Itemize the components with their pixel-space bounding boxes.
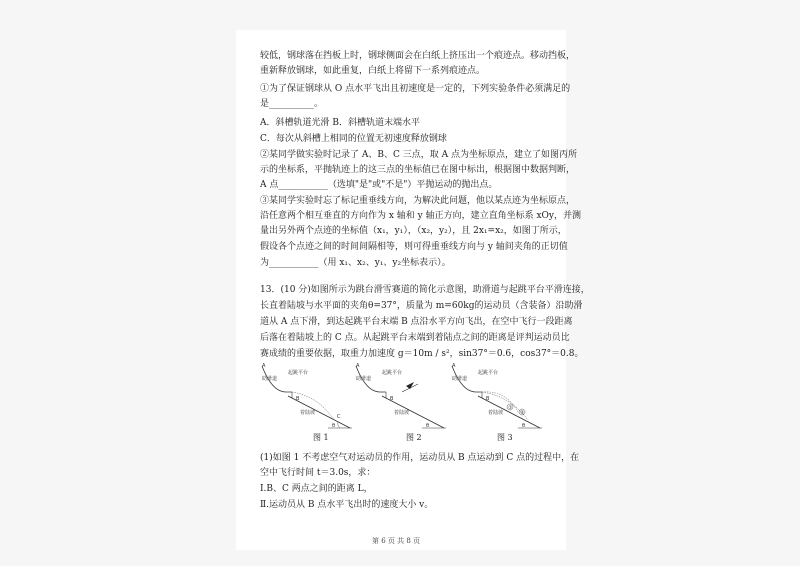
figure-3	[448, 362, 544, 430]
label-zhuhuadao: 助滑道	[356, 376, 372, 382]
text-line: 是__________。	[260, 99, 324, 109]
text-line: 空中飞行时间 t＝3.0s，求：	[260, 468, 376, 478]
label-zhuoluopo: 着陆坡	[394, 410, 410, 416]
figure-3-caption: 图 3	[497, 433, 513, 442]
label-zhuhuadao: 助滑道	[452, 376, 468, 382]
text-line: 示的坐标系，平抛轨迹上的这三点的坐标值已在图中标出，根据图中数据判断，	[260, 165, 576, 175]
text-line: 较低，钢球落在挡板上时，钢球侧面会在白纸上挤压出一个痕迹点。移动挡板，	[260, 51, 576, 61]
text-line: 重新释放钢球，如此重复，白纸上将留下一系列痕迹点。	[260, 66, 486, 76]
ski-jump-diagram-3	[448, 362, 544, 430]
text-line: 长直着陆坡与水平面的夹角θ=37°，质量为 m=60kg的运动员（含装备）沿助滑	[260, 301, 583, 311]
label-pingtai: 起跳平台	[382, 370, 403, 376]
figure-1-caption: 图 1	[313, 433, 329, 442]
label-zhuoluopo: 着陆坡	[488, 410, 504, 416]
label-theta: θ	[522, 423, 526, 429]
label-circle-1: ①	[508, 405, 513, 411]
figure-2	[352, 362, 448, 430]
question-item-1: ①为了保证钢球从 O 点水平飞出且初速度是一定的，下列实验条件必须满足的	[260, 84, 571, 94]
text-line: 赛成绩的重要依据，取重力加速度 g＝10m / s²，sin37°＝0.6，cos37°＝0.8。	[260, 349, 584, 359]
text-line: 沿任意两个相互垂直的方向作为 x 轴和 y 轴正方向，建立直角坐标系 xOy，并测	[260, 211, 582, 221]
ski-jump-diagram-1	[258, 362, 354, 430]
text-line: 量出另外两个点迹的坐标值（x₁，y₁），（x₂，y₂），且 2x₁=x₂，如图丁所示，	[260, 226, 567, 236]
label-a: A	[356, 363, 360, 369]
question-item-3: ③某同学实验时忘了标记重垂线方向，为解决此问题，他以某点迹为坐标原点，	[260, 196, 576, 206]
option-c: C．每次从斜槽上相同的位置无初速度释放钢球	[260, 134, 447, 144]
text-line: 假设各个点迹之间的时间间隔相等，则可得重垂线方向与 y 轴间夹角的正切值	[260, 242, 568, 252]
label-zhuoluopo: 着陆坡	[300, 410, 316, 416]
sub-item-2: Ⅱ.运动员从 B 点水平飞出时的速度大小 v。	[260, 500, 434, 510]
text-line: 道从 A 点下滑，到达起跳平台末端 B 点沿水平方向飞出，在空中飞行一段距离	[260, 317, 573, 327]
label-b: B	[296, 396, 300, 402]
label-pingtai: 起跳平台	[478, 370, 499, 376]
sub-question-1: (1)如图 1 不考虑空气对运动员的作用，运动员从 B 点运动到 C 点的过程中，在	[260, 453, 580, 463]
sub-item-1: Ⅰ.B、C 两点之间的距离 L，	[260, 484, 373, 494]
label-a: A	[452, 363, 456, 369]
label-circle-2: ②	[520, 410, 525, 416]
label-a: A	[262, 363, 266, 369]
page-number: 第 6 页 共 8 页	[372, 537, 421, 545]
label-theta: θ	[426, 423, 430, 429]
question-item-2: ②某同学做实验时记录了 A、B、C 三点，取 A 点为坐标原点，建立了如图丙所	[260, 150, 577, 160]
ski-jump-diagram-2	[352, 362, 448, 430]
label-zhuhuadao: 助滑道	[262, 376, 278, 382]
figure-2-caption: 图 2	[406, 433, 422, 442]
label-c: C	[337, 414, 341, 420]
text-line: 为___________（用 x₁、x₂、y₁、y₂坐标表示）。	[260, 258, 451, 268]
text-line: 后落在着陆坡上的 C 点。从起跳平台末端到着陆点之间的距离是评判运动员比	[260, 333, 570, 343]
option-a-b: A．斜槽轨道光滑 B．斜槽轨道末端水平	[260, 118, 420, 128]
label-b: B	[390, 396, 394, 402]
figure-1	[258, 362, 354, 430]
label-pingtai: 起跳平台	[288, 370, 309, 376]
question-13-heading: 13．(10 分)如图所示为跳台滑雪赛道的简化示意图，助滑道与起跳平台平滑连接，	[260, 285, 590, 295]
label-theta: θ	[332, 423, 336, 429]
label-b: B	[486, 396, 490, 402]
text-line: A 点___________（选填"是"或"不是"）平抛运动的抛出点。	[260, 180, 498, 190]
